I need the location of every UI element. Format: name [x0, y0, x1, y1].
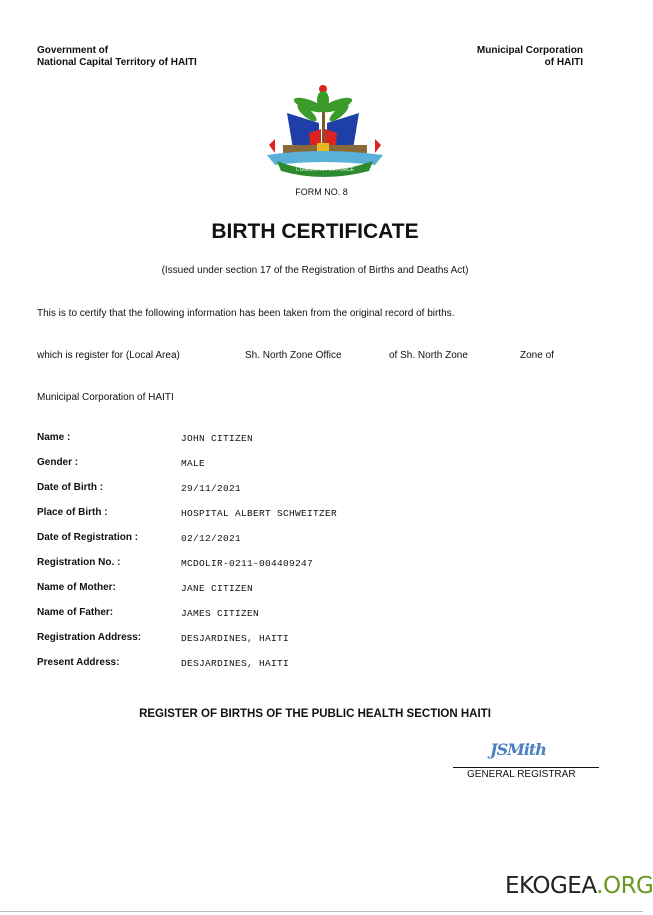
document-title: BIRTH CERTIFICATE	[211, 220, 419, 243]
field-value: 02/12/2021	[181, 533, 242, 544]
header-right-line2: of HAITI	[544, 57, 583, 68]
registrar-title: GENERAL REGISTRAR	[467, 769, 576, 780]
municipal-corporation-line: Municipal Corporation of HAITI	[37, 392, 174, 403]
header-right	[477, 45, 583, 69]
bottom-border	[0, 911, 643, 912]
header-left	[37, 45, 197, 69]
field-value: MCDOLIR-0211-004409247	[181, 558, 314, 569]
coat-of-arms-emblem	[263, 83, 387, 179]
field-value: DESJARDINES, HAITI	[181, 658, 290, 669]
intro-text: This is to certify that the following information has been taken from the original record of births.	[37, 308, 455, 319]
field-label: Name :	[37, 432, 71, 443]
field-label: Gender :	[37, 457, 79, 468]
field-label: Date of Birth :	[37, 482, 104, 493]
field-value: 29/11/2021	[181, 483, 242, 494]
local-area-office: Sh. North Zone Office	[245, 350, 342, 361]
field-label: Place of Birth :	[37, 507, 108, 518]
field-value: JAMES CITIZEN	[181, 608, 260, 619]
local-area-zone: of Sh. North Zone	[389, 350, 468, 361]
field-value: HOSPITAL ALBERT SCHWEITZER	[181, 508, 338, 519]
registrar-signature: JSMith	[490, 740, 546, 759]
watermark-domain: .ORG	[596, 873, 653, 899]
watermark-name: EKOGEA	[505, 873, 597, 899]
header-left-line1: Government of	[37, 45, 109, 56]
field-value: DESJARDINES, HAITI	[181, 633, 290, 644]
header-right-line1: Municipal Corporation	[476, 45, 583, 56]
field-value: MALE	[181, 458, 206, 469]
form-number: FORM NO. 8	[295, 187, 348, 197]
field-label: Name of Father:	[37, 607, 114, 618]
document-subtitle: (Issued under section 17 of the Registration of Births and Deaths Act)	[161, 265, 469, 276]
field-label: Registration No. :	[37, 557, 121, 568]
local-area-zone-of: Zone of	[520, 350, 554, 361]
local-area-label: which is register for (Local Area)	[37, 350, 180, 361]
field-label: Present Address:	[37, 657, 120, 668]
signature-line	[453, 767, 599, 768]
field-value: JOHN CITIZEN	[181, 433, 254, 444]
header-left-line2: National Capital Territory of HAITI	[37, 57, 197, 68]
register-statement: REGISTER OF BIRTHS OF THE PUBLIC HEALTH SECTION HAITI	[139, 708, 491, 720]
field-label: Date of Registration :	[37, 532, 139, 543]
field-value: JANE CITIZEN	[181, 583, 254, 594]
field-label: Registration Address:	[37, 632, 142, 643]
field-label: Name of Mother:	[37, 582, 116, 593]
watermark	[505, 873, 653, 899]
svg-text:L'UNION FAIT LA FORCE: L'UNION FAIT LA FORCE	[296, 167, 354, 173]
